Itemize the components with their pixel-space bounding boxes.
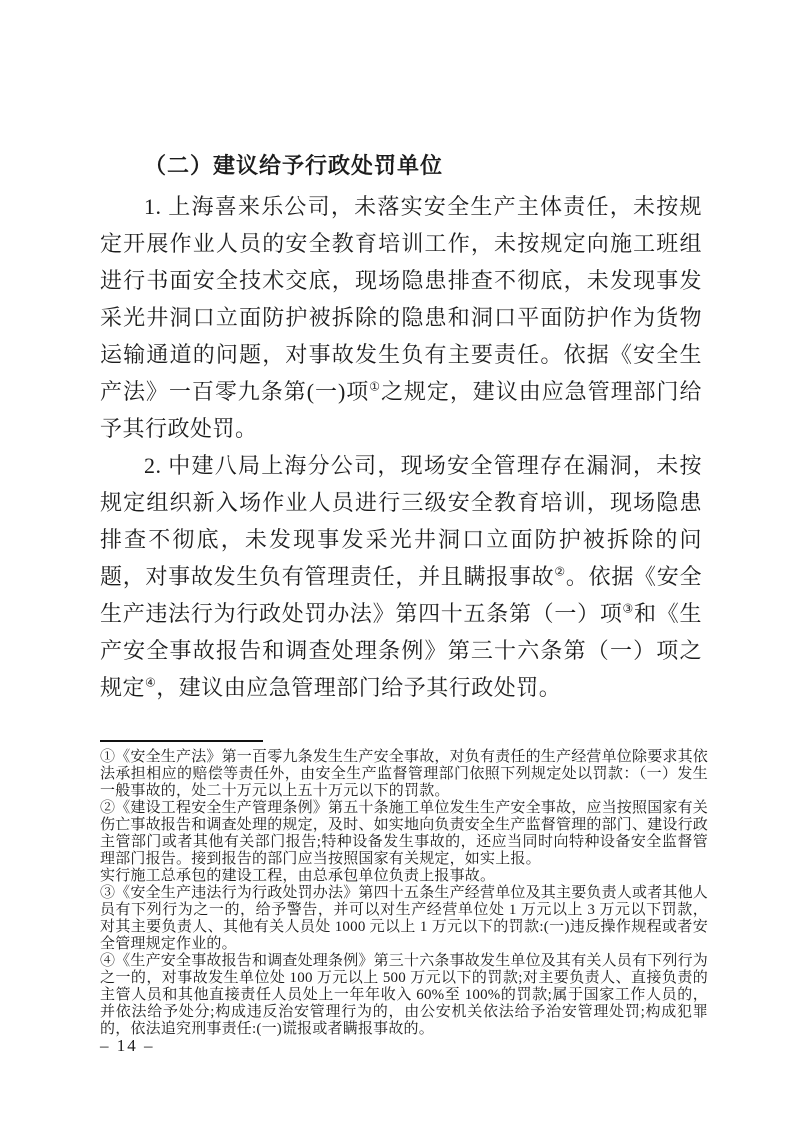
footnote-marker: ③ [622,601,635,616]
footnote: ①《安全生产法》第一百零九条发生生产安全事故，对负有责任的生产经营单位除要求其依法承担相应的赔偿等责任外，由安全生产监督管理部门依照下列规定处以罚款：（一）发生一般事故的，处二十万元以上五十万元以下的罚款。 [100,749,709,799]
footnote: ④《生产安全事故报告和调查处理条例》第三十六条事故发生单位及其有关人员有下列行为之一的，对事故发生单位处 100 万元以上 500 万元以下的罚款;对主要负责人、直接负责的主管人员和其他直接责任人员处上一年年收入 60%至 100%的罚款;属于国家工作人员的，并依法给予处分;构成违反治安管理行为的，由公安机关依法给予治安管理处罚;构成犯罪的，依法追究刑事责任:(一)谎报或者瞒报事故的。 [100,953,709,1037]
footnote: ②《建设工程安全生产管理条例》第五十条施工单位发生生产安全事故，应当按照国家有关伤亡事故报告和调查处理的规定，及时、如实地向负责安全生产监督管理的部门、建设行政主管部门或者其他有关部门报告;特种设备发生事故的，还应当同时向特种设备安全监督管理部门报告。接到报告的部门应当按照国家有关规定，如实上报。 [100,800,709,867]
text-run: ，建议由应急管理部门给予其行政处罚。 [156,675,562,700]
footnote-marker: ① [369,379,381,394]
footnote: ③《安全生产违法行为行政处罚办法》第四十五条生产经营单位及其主要负责人或者其他人员有下列行为之一的，给予警告，并可以对生产经营单位处 1 万元以上 3 万元以下罚款，对其主要负责人、其他有关人员处 1000 元以上 1 万元以下的罚款:(一)违反操作规程或者安全管理规定作业的。 [100,885,709,952]
footnotes [100,749,708,1038]
page-content [100,146,709,1038]
body-text [100,188,702,706]
footnote-marker: ② [554,564,566,579]
text-run: 之规定，建议由应急管理部门给予其行政处罚。 [100,379,702,441]
footnote: 实行施工总承包的建设工程，由总承包单位负责上报事故。 [100,868,496,884]
paragraph [100,447,702,706]
footnote-divider [100,740,263,742]
paragraph [100,188,702,447]
text-run: 1. 上海喜来乐公司，未落实安全生产主体责任，未按规定开展作业人员的安全教育培训工作，未按规定向施工班组进行书面安全技术交底，现场隐患排查不彻底，未发现事发采光井洞口立面防护被拆除的隐患和洞口平面防护作为货物运输通道的问题，对事故发生负有主要责任。依据《安全生产法》一百零九条第(一)项 [100,194,702,404]
section-heading: （二）建议给予行政处罚单位 [144,153,444,178]
text-run: 2. 中建八局上海分公司，现场安全管理存在漏洞，未按规定组织新入场作业人员进行三级安全教育培训，现场隐患排查不彻底，未发现事发采光井洞口立面防护被拆除的问题，对事故发生负有管理责任，并且瞒报事故 [100,453,702,589]
page-number: – 14 – [100,1036,155,1055]
text-run: 。依据《安全生产违法行为行政处罚办法》第四十五条第（一）项 [100,564,702,626]
footnote-marker: ④ [145,675,157,690]
text-run: 和《生产安全事故报告和调查处理条例》第三十六条第（一）项之规定 [100,601,702,700]
